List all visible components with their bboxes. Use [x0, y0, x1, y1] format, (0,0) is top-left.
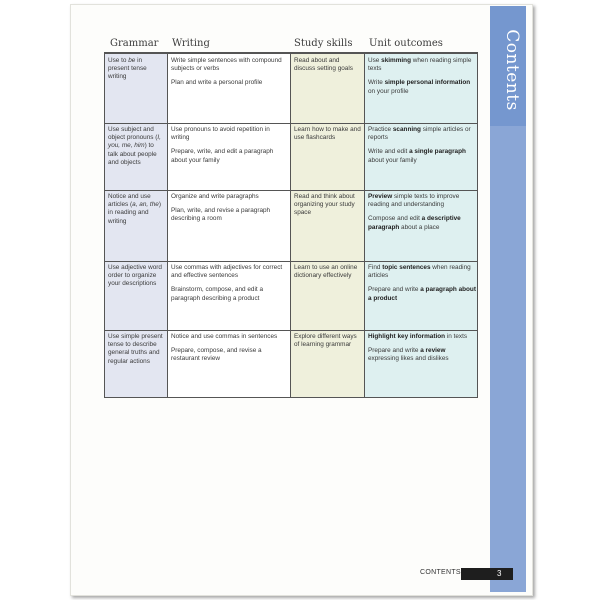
grammar-cell	[106, 264, 167, 329]
grammar-text: Use adjective word order to organize your descriptions	[108, 264, 162, 288]
column-divider	[167, 54, 168, 397]
study-skills-text: Learn to use an online dictionary effectively	[294, 264, 358, 280]
study-skills-cell	[292, 193, 364, 260]
row-divider	[104, 123, 478, 124]
grammar-cell	[106, 333, 167, 397]
footer-label: CONTENTS	[420, 569, 461, 576]
contents-table	[104, 52, 478, 398]
column-divider	[364, 54, 365, 397]
row-divider	[104, 190, 478, 191]
outcome-cell	[366, 126, 478, 189]
outcome-text: Preview simple texts to improve reading and understanding	[368, 193, 460, 209]
writing-text: Organize and write paragraphs	[171, 193, 259, 200]
writing-text: Prepare, compose, and revise a restaurant review	[171, 347, 262, 363]
grammar-cell	[106, 57, 167, 122]
writing-text: Prepare, write, and edit a paragraph about your family	[171, 148, 274, 164]
outcome-text: Highlight key information in texts	[368, 333, 468, 340]
writing-cell	[169, 57, 290, 122]
writing-cell	[169, 126, 290, 189]
writing-cell	[169, 193, 290, 260]
outcome-text: Write and edit a single paragraph about your family	[368, 148, 466, 164]
grammar-text: Notice and use articles (a, an, the) in reading and writing	[108, 193, 161, 225]
writing-text: Use pronouns to avoid repetition in writing	[171, 126, 270, 142]
grammar-text: Use to be in present tense writing	[108, 57, 147, 81]
study-skills-cell	[292, 57, 364, 122]
column-divider	[477, 54, 478, 397]
outcome-cell	[366, 333, 478, 397]
writing-text: Write simple sentences with compound subjects or verbs	[171, 57, 282, 73]
header-writing: Writing	[172, 38, 210, 49]
outcome-text: Practice scanning simple articles or reports	[368, 126, 471, 142]
grammar-cell	[106, 193, 167, 260]
header-unit-outcomes: Unit outcomes	[369, 38, 443, 49]
study-skills-cell	[292, 126, 364, 189]
column-divider	[104, 54, 105, 397]
outcome-text: Compose and edit a descriptive paragraph about a place	[368, 215, 461, 231]
study-skills-cell	[292, 264, 364, 329]
outcome-text: Prepare and write a review expressing likes and dislikes	[368, 347, 449, 363]
writing-text: Use commas with adjectives for correct and effective sentences	[171, 264, 283, 280]
study-skills-text: Explore different ways of learning grammar	[294, 333, 357, 349]
writing-text: Plan, write, and revise a paragraph describing a room	[171, 207, 271, 223]
footer-page-number: 3	[497, 569, 502, 578]
row-divider	[104, 261, 478, 262]
column-divider	[290, 54, 291, 397]
header-grammar: Grammar	[110, 38, 159, 49]
study-skills-text: Learn how to make and use flashcards	[294, 126, 361, 142]
study-skills-cell	[292, 333, 364, 397]
writing-text: Notice and use commas in sentences	[171, 333, 278, 340]
grammar-text: Use subject and object pronouns (I, you, me, him) to talk about people and objects	[108, 126, 161, 166]
study-skills-text: Read and think about organizing your study space	[294, 193, 355, 217]
row-divider	[104, 330, 478, 331]
outcome-cell	[366, 264, 478, 329]
outcome-text: Prepare and write a paragraph about a product	[368, 286, 476, 302]
header-study-skills: Study skills	[294, 38, 353, 49]
outcome-cell	[366, 193, 478, 260]
study-skills-text: Read about and discuss setting goals	[294, 57, 353, 73]
footer-page-bar	[461, 568, 513, 580]
side-tab-title: Contents	[502, 29, 522, 111]
outcome-cell	[366, 57, 478, 122]
outcome-text: Use skimming when reading simple texts	[368, 57, 472, 73]
writing-text: Brainstorm, compose, and edit a paragraph describing a product	[171, 286, 263, 302]
grammar-cell	[106, 126, 167, 189]
grammar-text: Use simple present tense to describe general truths and regular actions	[108, 333, 163, 365]
writing-text: Plan and write a personal profile	[171, 79, 263, 87]
outcome-text: Find topic sentences when reading articles	[368, 264, 471, 280]
writing-cell	[169, 333, 290, 397]
writing-cell	[169, 264, 290, 329]
outcome-text: Write simple personal information on your profile	[368, 79, 471, 95]
